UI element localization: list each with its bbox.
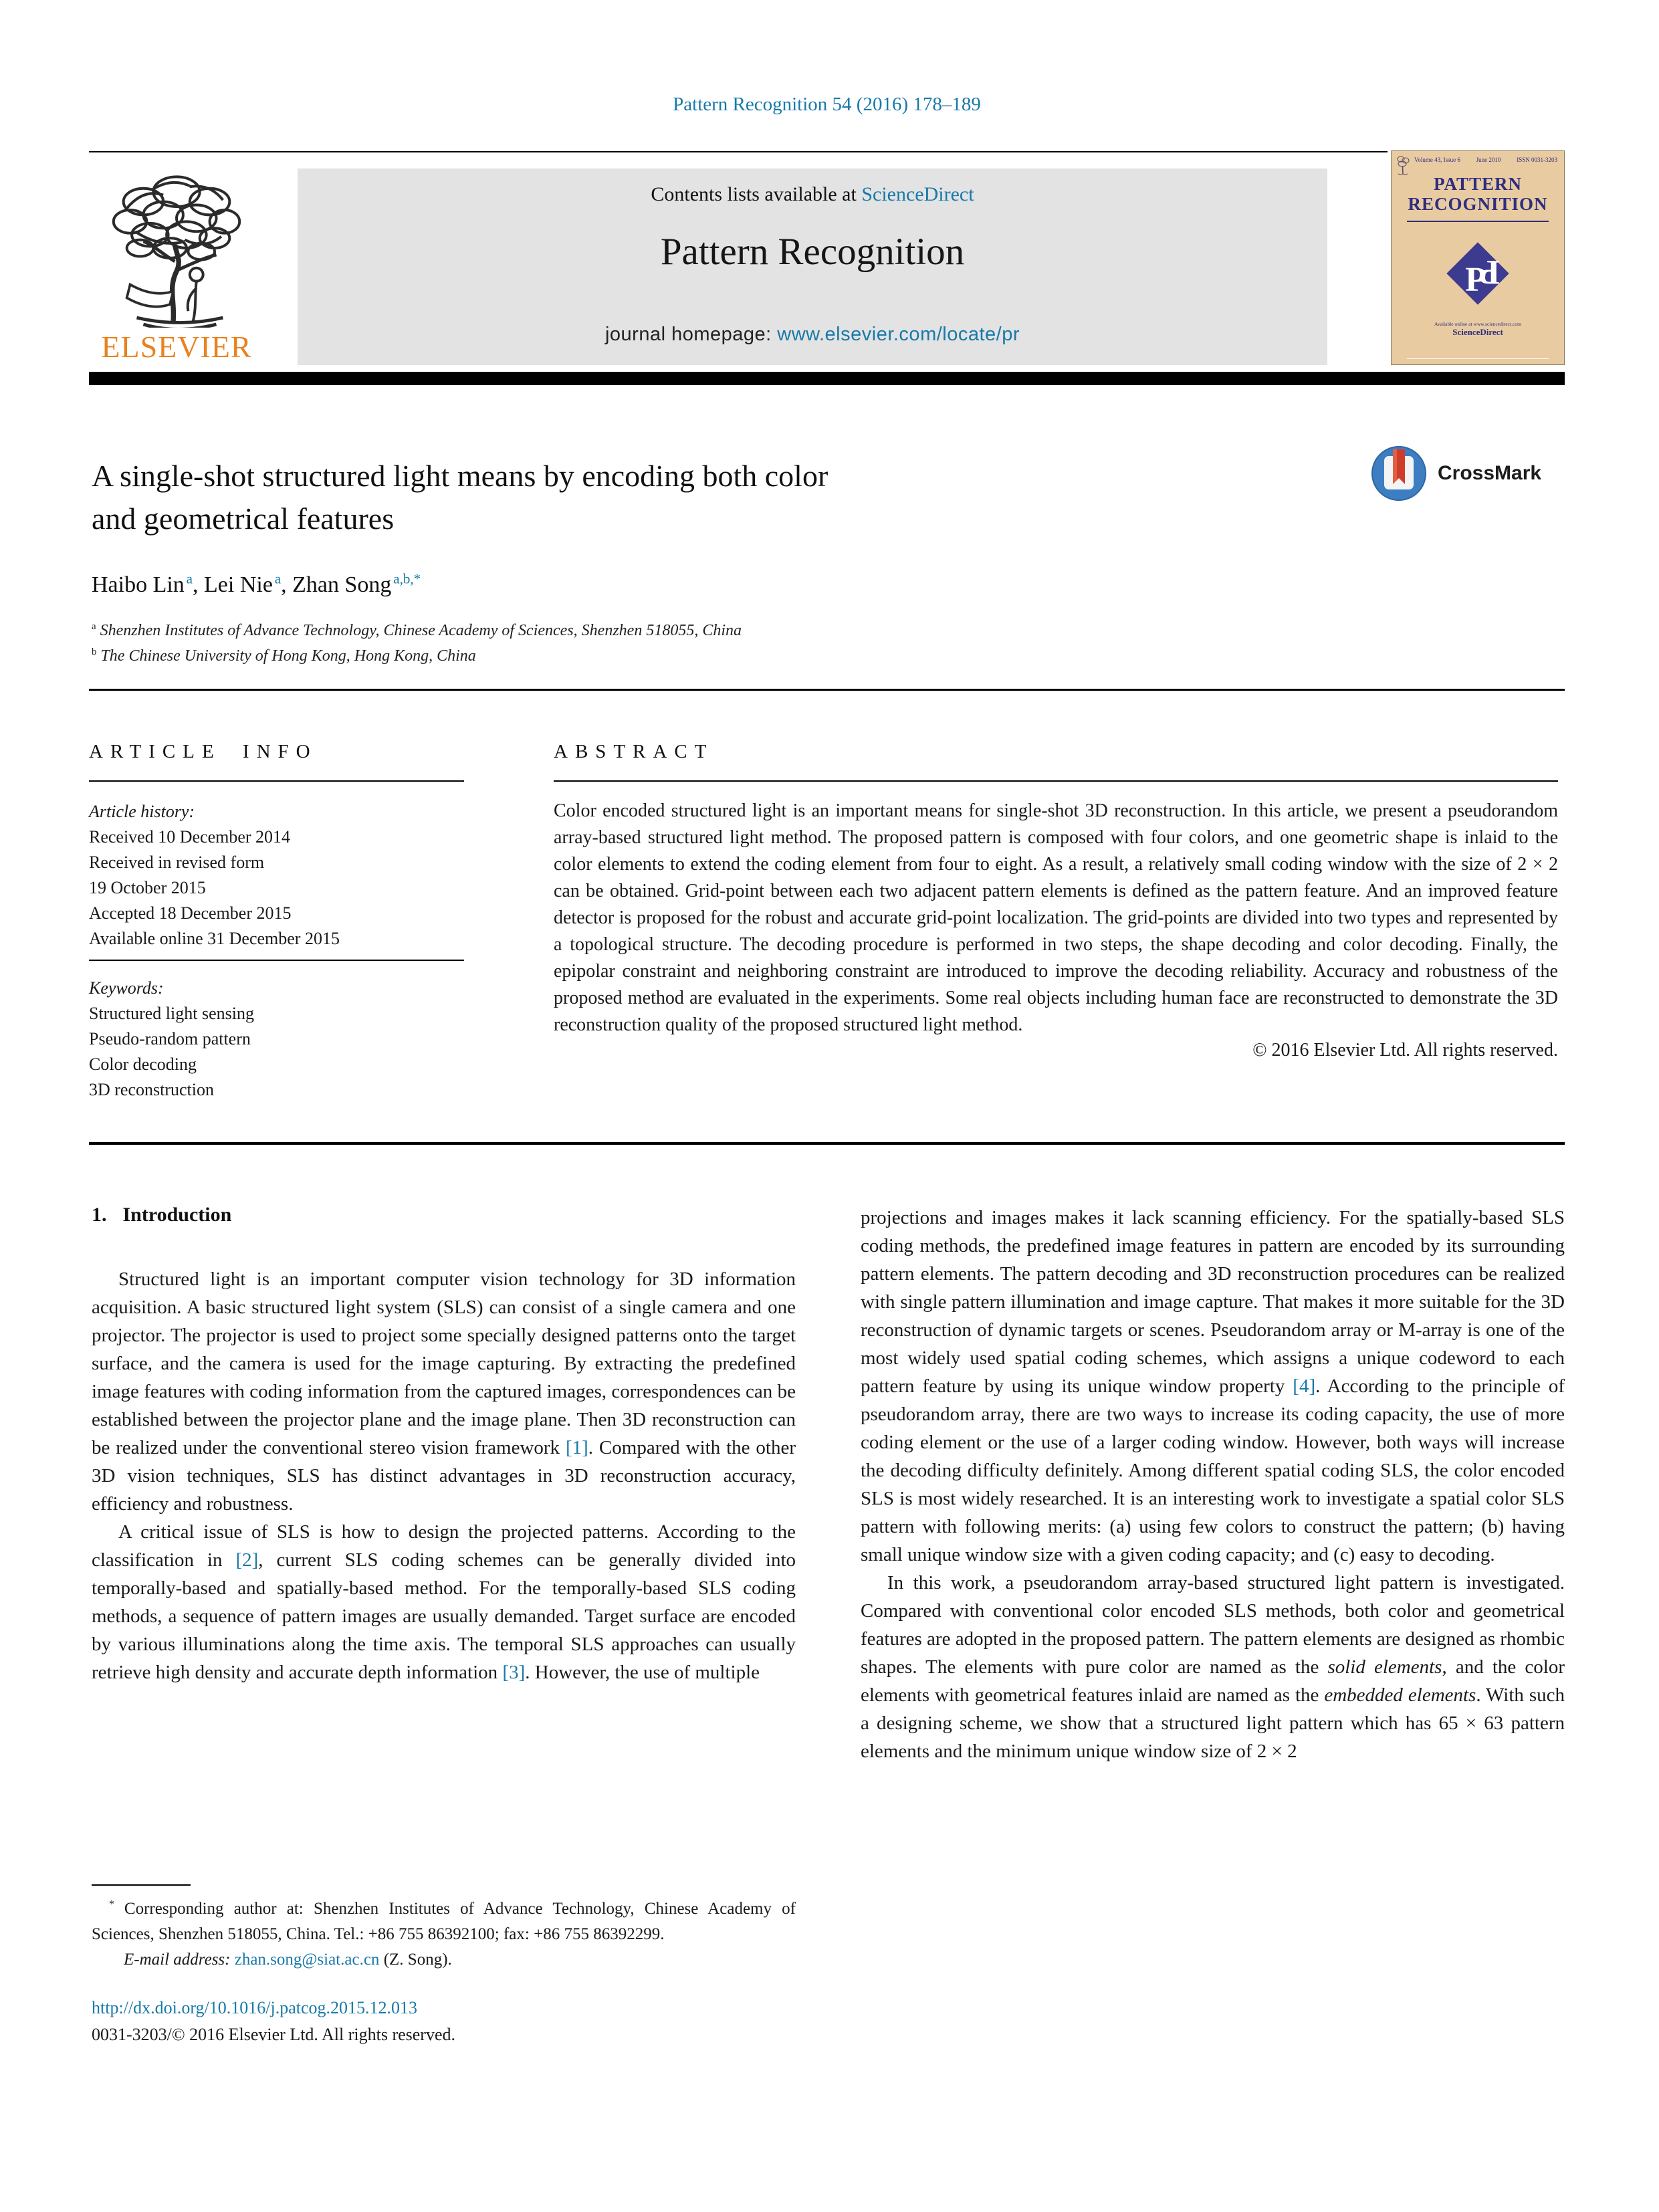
text-segment: solid elements	[1327, 1656, 1442, 1678]
keyword-item: Structured light sensing	[89, 1004, 254, 1023]
cover-title-line1: PATTERN	[1433, 174, 1522, 194]
article-history-label: Article history:	[89, 802, 195, 821]
keyword-item: 3D reconstruction	[89, 1080, 215, 1099]
contents-prefix: Contents lists available at	[651, 183, 862, 205]
article-title-line1: A single-shot structured light means by encoding both color	[92, 459, 828, 493]
author	[92, 572, 193, 597]
email-line	[92, 1947, 796, 1973]
sciencedirect-link[interactable]: ScienceDirect	[861, 183, 974, 205]
abstract-body-separator-rule	[89, 1142, 1565, 1145]
title-rule	[89, 689, 1565, 691]
footnote-body: Corresponding author at: Shenzhen Institutes of Advance Technology, Chinese Academy of Sciences, Shenzhen 518055, China. Tel.: +86 755 86392100; fax: +86 755 86392299.	[92, 1900, 796, 1943]
body-column-left	[92, 1265, 796, 1686]
contents-line	[298, 183, 1327, 206]
article-info-heading: ARTICLE INFO	[89, 741, 318, 762]
article-history	[89, 799, 464, 1103]
author-name: Zhan Song	[292, 572, 392, 597]
cover-date: June 2010	[1476, 156, 1501, 163]
text-segment: . However, the use of multiple	[525, 1662, 760, 1683]
elsevier-logo[interactable]	[92, 169, 261, 365]
author-name: Haibo Lin	[92, 572, 185, 597]
crossmark-label: CrossMark	[1438, 462, 1542, 484]
cover-volume: Volume 43, Issue 6	[1414, 156, 1460, 163]
article-info-section	[89, 741, 464, 1103]
author-name: Lei Nie	[204, 572, 273, 597]
abstract-text: Color encoded structured light is an important means for single-shot 3D reconstruction. In this article, we present a pseudorandom array-based structured light method. The proposed pattern is composed with four colors, and one geometric shape is inlaid to the color elements to extend the coding element from four to eight. As a result, a relatively small coding window with the size of 2 × 2 can be obtained. Grid-point between each two adjacent pattern elements is defined as the pattern feature. And an improved feature detector is proposed for the robust and accurate grid-point localization. The grid-points are divided into two types and represented by a topological structure. The decoding procedure is performed in two steps, the shape decoding and color decoding. Finally, the epipolar constraint and neighboring constraint are introduced to improve the decoding reliability. Accuracy and robustness of the proposed method are evaluated in the experiments. Some real objects including human face are reconstructed to demonstrate the 3D reconstruction quality of the proposed structured light method.	[554, 800, 1558, 1035]
email-link[interactable]: zhan.song@siat.ac.cn	[234, 1951, 380, 1969]
abstract-section	[554, 741, 1558, 1061]
body-paragraph	[92, 1518, 796, 1686]
article-title	[92, 455, 1329, 540]
homepage-line	[298, 324, 1327, 346]
footnote-rule	[92, 1884, 191, 1886]
journal-cover-thumbnail[interactable]	[1391, 150, 1565, 365]
text-segment: A critical issue of SLS is how to design the projected patterns. According to the classification in	[92, 1521, 796, 1571]
keyword-item: Color decoding	[89, 1055, 197, 1074]
article-history-item: Received in revised form	[89, 853, 265, 872]
text-segment: . With such a designing scheme, we show that a structured light pattern which has 65 × 63 pattern elements and the minimum unique window size of 2 × 2	[861, 1684, 1565, 1762]
affiliation-marker: a	[92, 621, 96, 632]
text-segment: , current SLS coding schemes can be generally divided into temporally-based and spatially-based method. For the temporally-based SLS coding methods, a sequence of pattern images are usually demanded. Target surface are encoded by various illuminations along the time axis. The temporal SLS approaches can usually retrieve high density and accurate depth information	[92, 1549, 796, 1683]
abstract-copyright: © 2016 Elsevier Ltd. All rights reserved.	[1252, 1040, 1558, 1061]
body-paragraph	[861, 1204, 1565, 1569]
article-info-divider-rule	[89, 960, 464, 961]
keywords-label: Keywords:	[89, 978, 164, 998]
cover-sciencedirect-label: ScienceDirect	[1452, 327, 1503, 337]
elsevier-wordmark: ELSEVIER	[101, 330, 252, 364]
article-history-item: Received 10 December 2014	[89, 827, 291, 847]
citation-ref[interactable]: [1]	[565, 1437, 588, 1458]
abstract-heading: ABSTRACT	[554, 741, 714, 762]
email-label: E-mail address:	[124, 1951, 235, 1969]
cover-journal-title	[1392, 174, 1564, 214]
affiliation-marker: b	[92, 647, 97, 657]
keyword-item: Pseudo-random pattern	[89, 1029, 251, 1048]
top-rule	[89, 151, 1388, 152]
crossmark-icon	[1369, 444, 1428, 503]
footnote-block	[92, 1884, 796, 2048]
doi-link[interactable]: http://dx.doi.org/10.1016/j.patcog.2015.12.013	[92, 1998, 418, 2017]
cover-rule	[1407, 221, 1549, 222]
citation-ref[interactable]: [3]	[502, 1662, 526, 1683]
body-column-right	[861, 1204, 1565, 1765]
author-separator: ,	[281, 572, 293, 597]
cover-issue-line	[1392, 151, 1564, 163]
body-paragraph	[861, 1569, 1565, 1765]
text-segment: . Compared with the other 3D vision techniques, SLS has distinct advantages in 3D reconstruction accuracy, efficiency and robustness.	[92, 1437, 796, 1515]
affiliations	[92, 618, 742, 669]
section-number: 1.	[92, 1204, 107, 1226]
text-segment: In this work, a pseudorandom array-based structured light pattern is investigated. Compared with conventional color encoded SLS methods, both color and geometrical features are adopted in the proposed pattern. The pattern elements are designed as rhombic shapes. The elements with pure color are named as the	[861, 1572, 1565, 1678]
author	[204, 572, 281, 597]
text-segment: projections and images makes it lack scanning efficiency. For the spatially-based SLS coding methods, the predefined image features in pattern are encoded by its surrounding pattern elements. The pattern decoding and 3D reconstruction procedures can be realized with single pattern illumination and image capture. That makes it more suitable for the 3D reconstruction of dynamic targets or scenes. Pseudorandom array or M-array is one of the most widely used spatial coding schemes, which assigns a unique codeword to each pattern feature by using its unique window property	[861, 1207, 1565, 1397]
journal-title: Pattern Recognition	[660, 231, 965, 273]
body-paragraph	[92, 1265, 796, 1518]
affiliation-text: The Chinese University of Hong Kong, Hong Kong, China	[96, 647, 476, 665]
author-marker: a,b,*	[393, 570, 421, 587]
pr-monogram-icon	[1438, 234, 1517, 313]
citation-ref[interactable]: [2]	[235, 1549, 259, 1571]
author-separator: ,	[193, 572, 205, 597]
article-history-item: 19 October 2015	[89, 878, 206, 897]
affiliation-a	[92, 618, 742, 643]
issn-copyright-line: 0031-3203/© 2016 Elsevier Ltd. All rights reserved.	[92, 2025, 455, 2044]
keywords-list	[89, 1001, 464, 1103]
article-history-list	[89, 824, 464, 952]
cover-title-line2: RECOGNITION	[1408, 194, 1548, 214]
text-segment: , and the color elements with geometrical features inlaid are named as the	[861, 1656, 1565, 1706]
text-segment: Structured light is an important computer vision technology for 3D information acquisition. A basic structured light system (SLS) can consist of a single camera and one projector. The projector is used to project some specially designed patterns onto the target surface, and the camera is used for the image capturing. By extracting the predefined image features with coding information from the captured images, correspondences can be established between the projector plane and the image plane. Then 3D reconstruction can be realized under the conventional stereo vision framework	[92, 1268, 796, 1458]
homepage-url-link[interactable]: www.elsevier.com/locate/pr	[777, 324, 1020, 345]
footnote-marker: *	[109, 1898, 114, 1910]
abstract-heading-rule	[554, 780, 1558, 782]
section-heading-introduction	[92, 1204, 231, 1226]
article-history-item: Accepted 18 December 2015	[89, 903, 292, 923]
elsevier-tree-icon	[93, 169, 260, 328]
article-history-item: Available online 31 December 2015	[89, 929, 340, 948]
journal-citation: Pattern Recognition 54 (2016) 178–189	[673, 94, 981, 115]
text-segment: . According to the principle of pseudorandom array, there are two ways to increase its coding capacity, the use of more coding element or the use of a larger coding window. However, both ways will increase the decoding difficulty definitely. Among different spatial coding SLS, the color encoded SLS is most widely researched. It is an interesting work to investigate a spatial color SLS pattern with following merits: (a) using few colors to construct the pattern; (b) having small unique window size with a given coding capacity; and (c) easy to decoding.	[861, 1375, 1565, 1565]
article-info-heading-rule	[89, 780, 464, 782]
text-segment: embedded elements	[1324, 1684, 1476, 1706]
affiliation-text: Shenzhen Institutes of Advance Technology, Chinese Academy of Sciences, Shenzhen 518055, China	[96, 622, 742, 639]
corresponding-author-note	[92, 1896, 796, 1947]
cover-bottom-rule	[1407, 358, 1549, 360]
email-suffix: (Z. Song).	[379, 1951, 452, 1969]
cover-issn: ISSN 0031-3203	[1517, 156, 1557, 163]
author	[292, 572, 421, 597]
article-title-line2: and geometrical features	[92, 502, 395, 536]
author-marker: a	[274, 570, 282, 587]
citation-ref[interactable]: [4]	[1293, 1375, 1316, 1397]
cover-elsevier-tree-icon	[1396, 155, 1410, 175]
affiliation-b	[92, 643, 742, 669]
cover-available-note: Available online at www.sciencedirect.com	[1434, 321, 1521, 327]
monogram-p-rotated: P	[1478, 253, 1501, 292]
header-separator-bar	[89, 372, 1565, 385]
section-title: Introduction	[122, 1204, 232, 1226]
homepage-prefix: journal homepage:	[604, 324, 778, 345]
monogram-p: P	[1465, 260, 1486, 299]
author-marker: a	[186, 570, 193, 587]
author-line	[92, 572, 421, 598]
journal-banner	[298, 169, 1327, 365]
crossmark-badge[interactable]	[1369, 444, 1570, 511]
